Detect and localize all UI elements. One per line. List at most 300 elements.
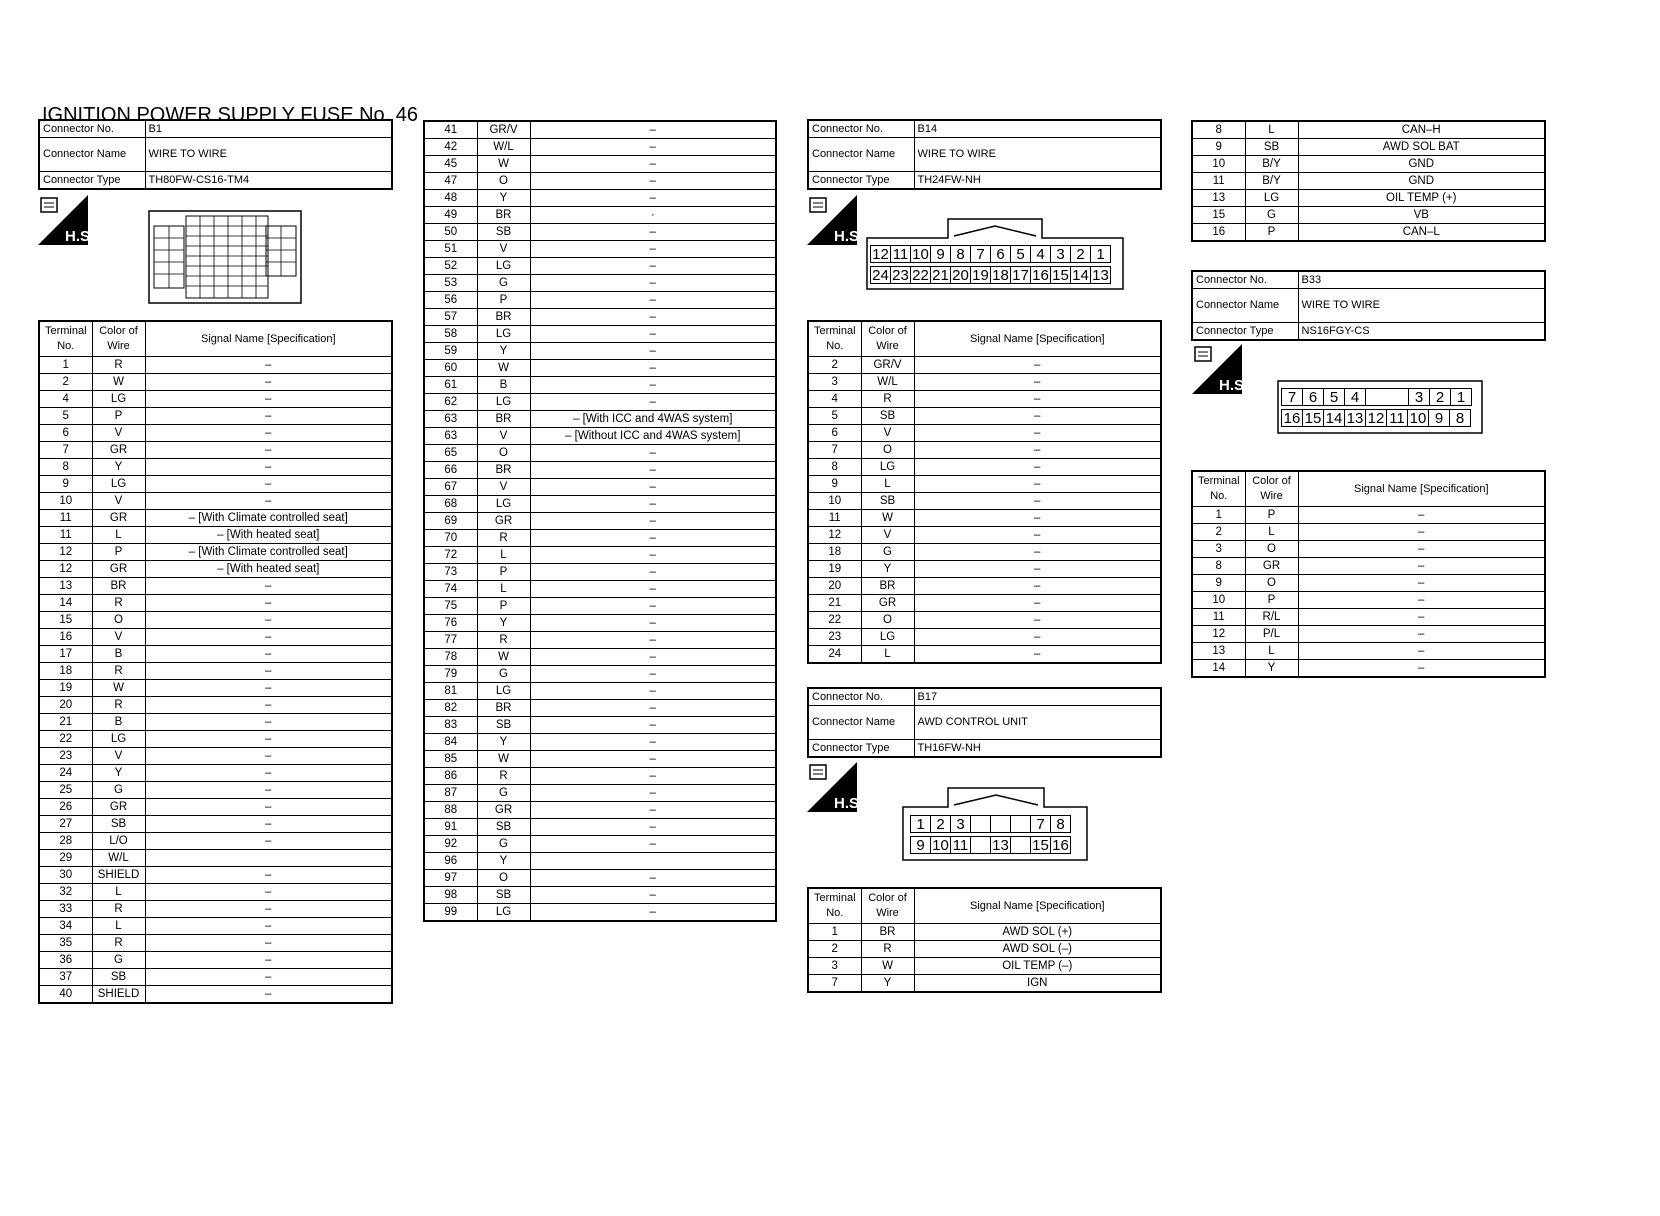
signal-name-cell: – [1298,541,1545,558]
wire-color-cell: P [477,598,530,615]
signal-name-cell: – [145,765,392,782]
signal-name-cell: – [530,156,776,173]
signal-name-cell: – [530,751,776,768]
signal-name-cell: – [145,459,392,476]
terminal-no-cell: 4 [39,391,92,408]
b1-connector-type: TH80FW-CS16-TM4 [145,172,392,190]
wire-color-cell: B/Y [1245,156,1298,173]
terminal-no-cell: 7 [808,975,861,993]
signal-name-cell: – [530,700,776,717]
terminal-no-cell: 12 [39,544,92,561]
connector-pin [1010,815,1031,833]
table-row [39,901,392,918]
table-row [808,646,1161,664]
signal-name-cell: – [530,666,776,683]
connector-pin [970,836,991,854]
table-row [424,700,776,717]
connector-pin [1010,836,1031,854]
connector-pin: 24 [870,266,891,284]
signal-name-cell: – [1298,626,1545,643]
wire-color-cell: O [477,445,530,462]
table-row [808,425,1161,442]
table-row [424,462,776,479]
terminal-no-cell: 23 [808,629,861,646]
wire-color-cell: P [1245,592,1298,609]
wire-color-cell: BR [477,309,530,326]
terminal-no-cell: 82 [424,700,477,717]
wire-color-cell: BR [477,462,530,479]
table-row [1192,575,1545,592]
wire-color-cell: G [861,544,914,561]
label-connector-name: Connector Name [808,706,914,740]
connector-pin: 4 [1344,388,1366,406]
connector-pin: 14 [1070,266,1091,284]
table-row [1192,609,1545,626]
signal-name-cell: – [145,782,392,799]
wire-color-cell: SB [861,493,914,510]
terminal-no-cell: 92 [424,836,477,853]
wire-color-cell: Y [92,459,145,476]
wire-color-cell: O [477,173,530,190]
wire-color-cell: LG [477,326,530,343]
b14-connector-info [807,119,1162,190]
terminal-no-cell: 51 [424,241,477,258]
terminal-no-cell: 9 [39,476,92,493]
terminal-no-cell: 73 [424,564,477,581]
b17-terminal-table-continued [1191,120,1546,242]
terminal-no-cell: 2 [39,374,92,391]
table-row [424,717,776,734]
wire-color-cell: GR [1245,558,1298,575]
svg-text:H.S.: H.S. [834,228,864,245]
signal-name-cell: · [530,207,776,224]
wire-color-cell: W [861,958,914,975]
wire-color-cell: P [92,544,145,561]
wire-color-cell: BR [477,207,530,224]
table-row [808,442,1161,459]
signal-name-cell: – [530,139,776,156]
wire-color-cell: LG [477,496,530,513]
terminal-no-cell: 15 [1192,207,1245,224]
table-row [424,666,776,683]
terminal-no-cell: 88 [424,802,477,819]
connector-pin: 5 [1010,245,1031,263]
terminal-no-cell: 6 [39,425,92,442]
signal-name-cell: – [With Climate controlled seat] [145,510,392,527]
terminal-no-cell: 45 [424,156,477,173]
signal-name-cell: – [145,799,392,816]
table-row [808,493,1161,510]
table-row [808,975,1161,993]
terminal-no-cell: 6 [808,425,861,442]
wire-color-cell: SB [92,969,145,986]
connector-pin: 4 [1030,245,1051,263]
terminal-no-cell: 8 [1192,121,1245,139]
table-row [424,887,776,904]
b14-connector-face [866,218,1124,290]
table-row [39,578,392,595]
signal-name-cell: – [1298,592,1545,609]
terminal-no-cell: 22 [808,612,861,629]
hs-icon [807,195,864,245]
terminal-no-cell: 72 [424,547,477,564]
wire-color-cell: P [1245,507,1298,524]
terminal-no-cell: 26 [39,799,92,816]
wire-color-cell: SB [92,816,145,833]
table-row [424,564,776,581]
terminal-no-cell: 18 [808,544,861,561]
terminal-no-cell: 63 [424,428,477,445]
wire-color-cell: Y [477,734,530,751]
table-row [39,374,392,391]
terminal-no-cell: 10 [1192,592,1245,609]
signal-name-cell: – [145,408,392,425]
wire-color-cell: R [92,595,145,612]
terminal-no-cell: 24 [39,765,92,782]
connector-pin: 15 [1302,409,1324,427]
table-row [808,544,1161,561]
terminal-no-cell: 7 [808,442,861,459]
table-row [39,748,392,765]
signal-name-cell: – [914,476,1161,493]
wire-color-cell: L [861,476,914,493]
connector-pin: 6 [990,245,1011,263]
header-color-of-wire: Color of Wire [92,321,145,357]
connector-pin [990,815,1011,833]
wire-color-cell: LG [92,476,145,493]
terminal-no-cell: 76 [424,615,477,632]
table-row [424,156,776,173]
signal-name-cell: – [530,836,776,853]
connector-pin: 8 [950,245,971,263]
connector-pin: 16 [1030,266,1051,284]
b1-connector-name: WIRE TO WIRE [145,138,392,172]
wire-color-cell: L [92,884,145,901]
terminal-no-cell: 75 [424,598,477,615]
wire-color-cell: L [1245,121,1298,139]
table-row [808,408,1161,425]
signal-name-cell: – [530,309,776,326]
wire-color-cell: W [477,649,530,666]
wire-color-cell: Y [477,853,530,870]
wire-color-cell: V [861,527,914,544]
signal-name-cell: – [530,343,776,360]
b14-terminal-table [807,320,1162,664]
label-connector-type: Connector Type [808,740,914,758]
b17-connector-no: B17 [914,688,1161,706]
signal-name-cell: – [145,612,392,629]
wire-color-cell: BR [92,578,145,595]
signal-name-cell: AWD SOL BAT [1298,139,1545,156]
terminal-no-cell: 58 [424,326,477,343]
terminal-no-cell: 9 [1192,575,1245,592]
terminal-no-cell: 53 [424,275,477,292]
terminal-no-cell: 84 [424,734,477,751]
signal-name-cell: – [1298,524,1545,541]
b1-connector-face [148,210,302,309]
connector-pin: 11 [950,836,971,854]
terminal-no-cell: 11 [39,510,92,527]
terminal-no-cell: 47 [424,173,477,190]
table-row [424,734,776,751]
table-row [39,425,392,442]
b17-connector-type: TH16FW-NH [914,740,1161,758]
table-row [808,510,1161,527]
terminal-no-cell: 14 [1192,660,1245,678]
signal-name-cell: – [145,833,392,850]
b33-connector-name: WIRE TO WIRE [1298,289,1545,323]
wire-color-cell: SB [477,819,530,836]
table-row [424,802,776,819]
signal-name-cell: – [145,663,392,680]
wire-color-cell: R/L [1245,609,1298,626]
signal-name-cell: – [530,768,776,785]
terminal-no-cell: 61 [424,377,477,394]
table-row [424,768,776,785]
connector-pin: 8 [1050,815,1071,833]
label-connector-type: Connector Type [808,172,914,190]
signal-name-cell: – [530,275,776,292]
b1-connector-info [38,119,393,190]
connector-pin: 2 [930,815,951,833]
signal-name-cell: – [914,544,1161,561]
connector-pin: 15 [1030,836,1051,854]
wire-color-cell: W [477,751,530,768]
signal-name-cell: GND [1298,173,1545,190]
wire-color-cell: SHIELD [92,867,145,884]
wire-color-cell: GR [92,442,145,459]
table-row [424,190,776,207]
connector-pin: 19 [970,266,991,284]
signal-name-cell [145,850,392,867]
signal-name-cell: – [145,697,392,714]
connector-pin: 13 [1090,266,1111,284]
terminal-no-cell: 13 [39,578,92,595]
signal-name-cell: – [914,459,1161,476]
signal-name-cell: – [530,394,776,411]
table-row [424,343,776,360]
table-row [424,598,776,615]
connector-pin: 5 [1323,388,1345,406]
connector-pin: 9 [910,836,931,854]
signal-name-cell: CAN–H [1298,121,1545,139]
wire-color-cell: B [477,377,530,394]
signal-name-cell: – [530,870,776,887]
connector-pin [1365,388,1409,406]
wire-color-cell: W/L [861,374,914,391]
signal-name-cell: – [914,561,1161,578]
wire-color-cell: SB [477,887,530,904]
wire-color-cell: O [861,612,914,629]
signal-name-cell: – [1298,575,1545,592]
b33-connector-no: B33 [1298,271,1545,289]
table-row [39,680,392,697]
terminal-no-cell: 21 [808,595,861,612]
table-row [39,357,392,374]
connector-pin: 1 [1090,245,1111,263]
table-row [424,785,776,802]
signal-name-cell: – [145,714,392,731]
signal-name-cell: – [With ICC and 4WAS system] [530,411,776,428]
header-terminal-no: Terminal No. [808,321,861,357]
terminal-no-cell: 83 [424,717,477,734]
terminal-no-cell: 27 [39,816,92,833]
terminal-no-cell: 60 [424,360,477,377]
signal-name-cell: – [914,646,1161,664]
table-row [39,782,392,799]
signal-name-cell: – [145,935,392,952]
page-title: IGNITION POWER SUPPLY FUSE No. 46 [42,104,419,126]
connector-pin: 10 [1407,409,1429,427]
terminal-no-cell: 62 [424,394,477,411]
wire-color-cell: LG [1245,190,1298,207]
signal-name-cell: – [145,901,392,918]
label-connector-no: Connector No. [39,120,145,138]
label-connector-no: Connector No. [808,688,914,706]
table-row [1192,558,1545,575]
terminal-no-cell: 10 [39,493,92,510]
terminal-no-cell: 22 [39,731,92,748]
table-row [39,765,392,782]
wire-color-cell: Y [92,765,145,782]
table-row [808,459,1161,476]
table-row [39,867,392,884]
signal-name-cell: – [914,425,1161,442]
signal-name-cell: – [145,816,392,833]
label-connector-no: Connector No. [1192,271,1298,289]
table-row [808,595,1161,612]
b17-connector-info [807,687,1162,758]
terminal-no-cell: 85 [424,751,477,768]
b1-terminal-table-continued [423,120,777,922]
terminal-no-cell: 66 [424,462,477,479]
terminal-no-cell: 9 [1192,139,1245,156]
table-row [1192,592,1545,609]
signal-name-cell: – [145,748,392,765]
connector-pin: 11 [890,245,911,263]
table-row [424,547,776,564]
table-row [424,173,776,190]
terminal-no-cell: 4 [808,391,861,408]
signal-name-cell: – [145,629,392,646]
table-row [424,258,776,275]
signal-name-cell: – [914,374,1161,391]
table-row [1192,507,1545,524]
connector-pin: 9 [1428,409,1450,427]
svg-text:H.S.: H.S. [1219,377,1249,394]
wire-color-cell: SHIELD [92,986,145,1004]
terminal-no-cell: 10 [1192,156,1245,173]
wire-color-cell: L [92,527,145,544]
label-connector-name: Connector Name [39,138,145,172]
svg-text:H.S.: H.S. [834,795,864,812]
wire-color-cell: LG [477,394,530,411]
signal-name-cell: – [530,598,776,615]
terminal-no-cell: 18 [39,663,92,680]
signal-name-cell: – [145,680,392,697]
wire-color-cell: V [477,241,530,258]
table-row [1192,190,1545,207]
terminal-no-cell: 12 [808,527,861,544]
signal-name-cell: – [530,241,776,258]
signal-name-cell: – [1298,507,1545,524]
signal-name-cell: – [530,377,776,394]
connector-pin: 23 [890,266,911,284]
header-signal-name: Signal Name [Specification] [914,321,1161,357]
label-connector-name: Connector Name [808,138,914,172]
signal-name-cell: – [530,496,776,513]
connector-pin: 13 [1344,409,1366,427]
wire-color-cell: BR [477,700,530,717]
connector-pin: 20 [950,266,971,284]
wire-color-cell: O [477,870,530,887]
connector-pin: 7 [1281,388,1303,406]
wire-color-cell: G [477,275,530,292]
terminal-no-cell: 91 [424,819,477,836]
table-row [1192,224,1545,242]
signal-name-cell: – [530,258,776,275]
signal-name-cell: – [530,564,776,581]
table-row [39,816,392,833]
wire-color-cell: L [92,918,145,935]
wire-color-cell: SB [477,717,530,734]
table-row [424,121,776,139]
terminal-no-cell: 97 [424,870,477,887]
wire-color-cell: R [92,901,145,918]
table-row [39,629,392,646]
wire-color-cell: R [477,530,530,547]
wire-color-cell: W [92,374,145,391]
terminal-no-cell: 77 [424,632,477,649]
connector-pin: 1 [1450,388,1472,406]
wire-color-cell: SB [1245,139,1298,156]
b1-terminal-table [38,320,393,1004]
table-row [424,411,776,428]
connector-pin: 12 [870,245,891,263]
wire-color-cell: W/L [477,139,530,156]
signal-name-cell: – [530,615,776,632]
table-row [39,493,392,510]
table-row [39,884,392,901]
header-signal-name: Signal Name [Specification] [1298,471,1545,507]
table-row [808,374,1161,391]
signal-name-cell: – [530,785,776,802]
table-row [39,561,392,578]
wire-color-cell: W [861,510,914,527]
terminal-no-cell: 11 [1192,173,1245,190]
wire-color-cell: P [92,408,145,425]
b14-connector-no: B14 [914,120,1161,138]
table-row [1192,660,1545,678]
terminal-no-cell: 59 [424,343,477,360]
signal-name-cell: – [145,884,392,901]
header-terminal-no: Terminal No. [39,321,92,357]
table-row [424,292,776,309]
wire-color-cell: LG [861,459,914,476]
signal-name-cell: – [530,445,776,462]
wire-color-cell: GR/V [861,357,914,374]
signal-name-cell: – [530,360,776,377]
terminal-no-cell: 9 [808,476,861,493]
signal-name-cell: – [530,479,776,496]
terminal-no-cell: 1 [808,924,861,941]
wire-color-cell: P [1245,224,1298,242]
wire-color-cell: V [92,425,145,442]
connector-pin: 10 [930,836,951,854]
table-row [39,918,392,935]
terminal-no-cell: 86 [424,768,477,785]
table-row [808,527,1161,544]
